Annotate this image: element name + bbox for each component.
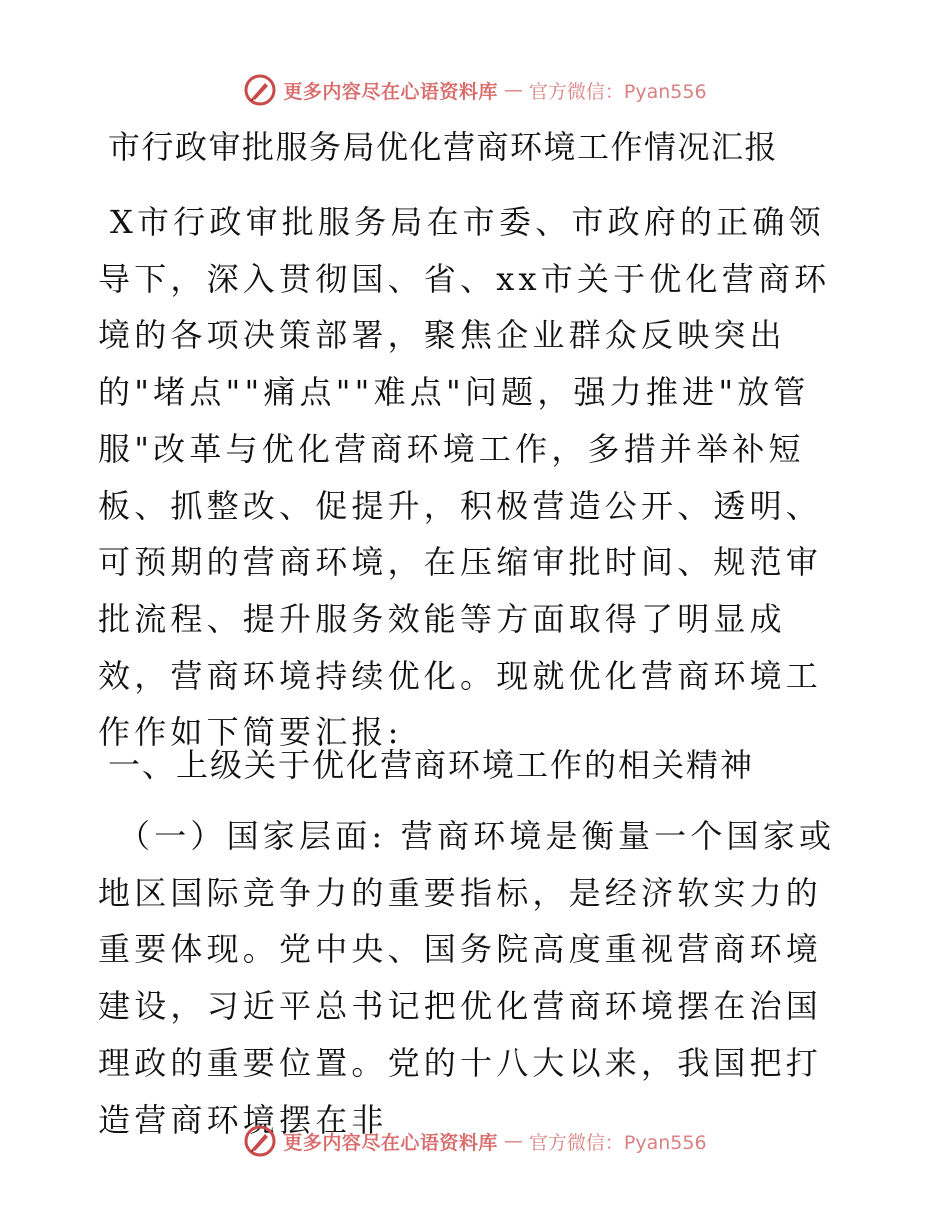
watermark-brand: 更多内容尽在心语资料库 <box>283 80 498 103</box>
document-title: 市行政审批服务局优化营商环境工作情况汇报 <box>108 128 779 166</box>
footer-watermark <box>0 1121 950 1161</box>
watermark-brand: 更多内容尽在心语资料库 <box>283 1131 498 1154</box>
pen-logo-icon <box>243 1124 277 1158</box>
section-heading-1: 一、上级关于优化营商环境工作的相关精神 <box>108 746 755 784</box>
section-1-paragraph: （一）国家层面: 营商环境是衡量一个国家或地区国际竞争力的重要指标，是经济软实力的重要体现。党中央、国务院高度重视营商环境建设，习近平总书记把优化营商环境摆在治国理政的重要位置。党的十八大以来，我国把打造营商环境摆在非 <box>98 817 836 1139</box>
watermark-contact: 官方微信：Pyan556 <box>528 1131 707 1154</box>
intro-paragraph: X市行政审批服务局在市委、市政府的正确领导下，深入贯彻国、省、xx市关于优化营商环境的各项决策部署，聚焦企业群众反映突出的"堵点""痛点""难点"问题，强力推进"放管服"改革与优化营商环境工作，多措并举补短板、抓整改、促提升，积极营造公开、透明、可预期的营商环境，在压缩审批时间、规范审批流程、提升服务效能等方面取得了明显成效，营商环境持续优化。现就优化营商环境工作作如下简要汇报: <box>98 203 831 752</box>
header-watermark <box>0 70 950 110</box>
watermark-contact: 官方微信：Pyan556 <box>528 80 707 103</box>
watermark-separator: — <box>503 79 523 101</box>
watermark-separator: — <box>503 1130 523 1152</box>
pen-logo-icon <box>243 73 277 107</box>
